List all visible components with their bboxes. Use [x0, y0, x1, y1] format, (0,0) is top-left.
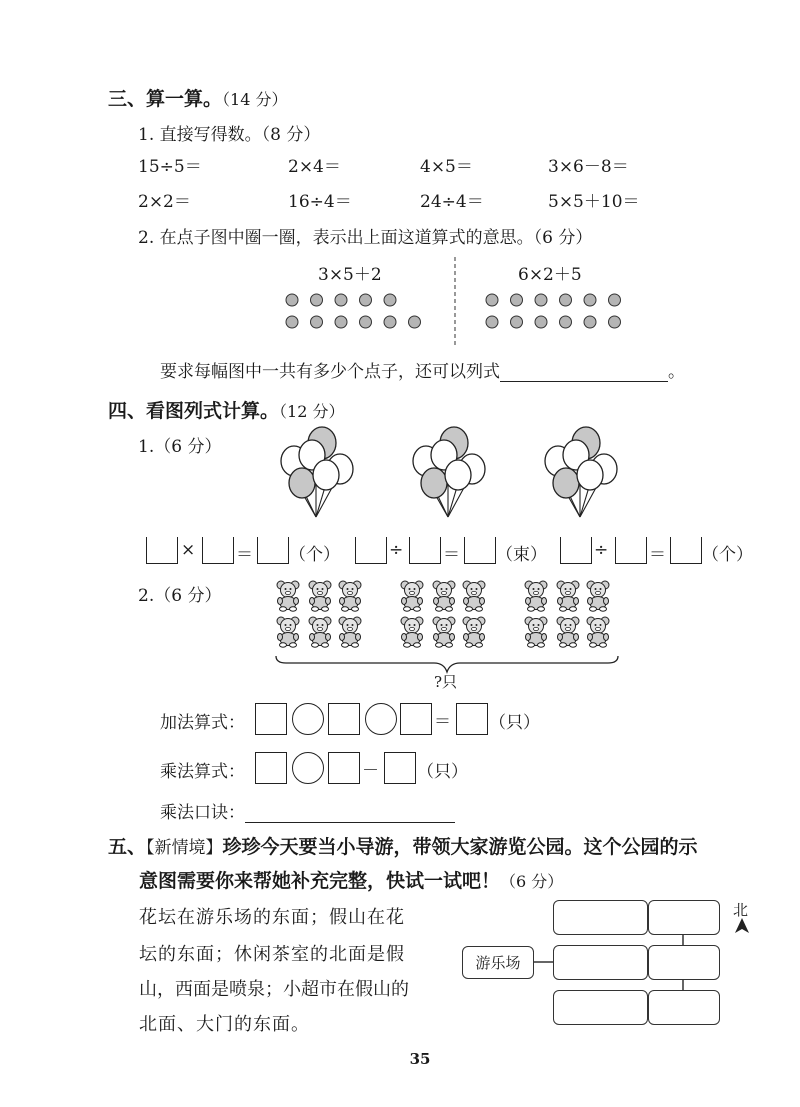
teddy-bear-icon — [401, 617, 423, 647]
brace-label: ?只 — [434, 673, 458, 691]
description-line: 北面、大门的东面。 — [139, 1014, 310, 1035]
teddy-bear-icon — [339, 581, 361, 611]
answer-blank[interactable] — [355, 537, 387, 564]
calc-item: 15÷5＝ — [138, 157, 202, 177]
q4-1-label: 1.（6 分） — [138, 437, 222, 457]
teddy-bear-icon — [557, 617, 579, 647]
calc-item: 2×2＝ — [138, 192, 191, 212]
left-dot-grid[interactable] — [286, 294, 421, 328]
answer-blank[interactable] — [670, 537, 702, 564]
dot-diagrams — [270, 255, 650, 350]
q4-2-label: 2.（6 分） — [138, 586, 222, 606]
dot — [609, 294, 621, 306]
calc-item: 3×6－8＝ — [548, 157, 629, 177]
teddy-bear-icon — [525, 581, 547, 611]
unit-label: （只） — [417, 762, 468, 782]
section5-number: 五、 — [108, 836, 147, 858]
balloon-bunch-icon — [276, 425, 358, 525]
answer-blank[interactable] — [146, 537, 178, 564]
dot — [511, 316, 523, 328]
calc-item: 24÷4＝ — [420, 192, 484, 212]
answer-box[interactable] — [328, 703, 360, 735]
answer-blank[interactable] — [560, 537, 592, 564]
equals-sign: ＝ — [443, 545, 460, 565]
section5-heading-line1 — [108, 832, 698, 859]
map-location-box[interactable] — [648, 900, 720, 935]
dot — [584, 294, 596, 306]
dot — [311, 316, 323, 328]
dot — [560, 316, 572, 328]
unit-label: （个） — [702, 545, 753, 565]
dot — [486, 294, 498, 306]
right-expression: 6×2＋5 — [518, 265, 582, 285]
dot — [311, 294, 323, 306]
teddy-bear-icon — [433, 617, 455, 647]
answer-blank[interactable] — [257, 537, 289, 564]
dot — [335, 316, 347, 328]
section3-heading — [108, 84, 287, 111]
teddy-bear-icon — [277, 617, 299, 647]
section5-points: （6 分） — [500, 872, 564, 891]
dot — [360, 294, 372, 306]
divide-sign: ÷ — [594, 540, 609, 560]
answer-box[interactable] — [255, 703, 287, 735]
formula-blank[interactable] — [500, 361, 668, 382]
map-location-box[interactable] — [553, 900, 648, 935]
times-sign: × — [181, 540, 196, 560]
section4-heading — [108, 396, 344, 423]
dot — [384, 316, 396, 328]
dot-note-text: 要求每幅图中一共有多少个点子，还可以列式 — [160, 362, 500, 382]
teddy-bear-icon — [433, 581, 455, 611]
teddy-bear-icon — [309, 581, 331, 611]
answer-blank[interactable] — [615, 537, 647, 564]
teddy-bear-icon — [525, 617, 547, 647]
answer-box[interactable] — [384, 752, 416, 784]
answer-box[interactable] — [255, 752, 287, 784]
section5-title-line2: 意图需要你来帮她补充完整，快试一试吧！ — [139, 870, 501, 892]
map-location-box[interactable] — [553, 990, 648, 1025]
description-line: 花坛在游乐场的东面；假山在花 — [139, 907, 405, 928]
description-line: 山，西面是喷泉；小超市在假山的 — [139, 979, 409, 1000]
dot — [535, 294, 547, 306]
left-expression: 3×5＋2 — [318, 265, 382, 285]
rhyme-label: 乘法口诀： — [160, 803, 245, 823]
dot — [286, 316, 298, 328]
dot — [560, 294, 572, 306]
answer-box[interactable] — [456, 703, 488, 735]
dot — [286, 294, 298, 306]
teddy-bear-icon — [557, 581, 579, 611]
answer-blank[interactable] — [464, 537, 496, 564]
calc-item: 16÷4＝ — [288, 192, 352, 212]
section4-title: 四、看图列式计算。 — [108, 400, 280, 422]
dot — [486, 316, 498, 328]
dot — [360, 316, 372, 328]
operator-circle[interactable] — [365, 703, 397, 735]
right-dot-grid[interactable] — [486, 294, 621, 328]
add-label: 加法算式： — [160, 713, 245, 733]
teddy-bear-icon — [587, 581, 609, 611]
rhyme-row — [160, 798, 455, 823]
section4-points: （12 分） — [279, 402, 345, 421]
answer-box[interactable] — [400, 703, 432, 735]
map-location-box[interactable] — [648, 945, 720, 980]
dot — [384, 294, 396, 306]
teddy-bear-groups — [270, 578, 620, 658]
north-label: 北 — [733, 901, 749, 919]
operator-circle[interactable] — [292, 752, 324, 784]
teddy-bear-icon — [587, 617, 609, 647]
equals-sign: ＝ — [236, 545, 253, 565]
north-arrow-icon — [734, 917, 750, 935]
section5-title-line1: 珍珍今天要当小导游，带领大家游览公园。这个公园的示 — [222, 836, 698, 858]
mul-label: 乘法算式： — [160, 762, 245, 782]
teddy-bear-icon — [463, 581, 485, 611]
dot-note — [160, 357, 685, 382]
description-line: 坛的东面；休闲茶室的北面是假 — [139, 944, 405, 965]
dot — [335, 294, 347, 306]
map-location-box[interactable] — [648, 990, 720, 1025]
dot — [409, 316, 421, 328]
calc-item: 5×5＋10＝ — [548, 192, 640, 212]
teddy-bear-icon — [277, 581, 299, 611]
page-number: 35 — [409, 1050, 431, 1068]
equals-sign: ＝ — [434, 712, 451, 732]
operator-circle[interactable] — [292, 703, 324, 735]
balloon-bunch-icon — [540, 425, 622, 525]
calc-item: 2×4＝ — [288, 157, 341, 177]
teddy-bear-icon — [339, 617, 361, 647]
calc-item: 4×5＝ — [420, 157, 473, 177]
playground-box: 游乐场 — [462, 946, 534, 979]
rhyme-blank[interactable] — [245, 802, 455, 823]
map-location-box[interactable] — [553, 945, 648, 980]
answer-blank[interactable] — [409, 537, 441, 564]
equals-sign: ＝ — [649, 545, 666, 565]
dot — [584, 316, 596, 328]
section3-title: 三、算一算。 — [108, 88, 223, 110]
dot — [535, 316, 547, 328]
q3-1-label: 1. 直接写得数。（8 分） — [138, 125, 321, 145]
teddy-bear-icon — [463, 617, 485, 647]
q3-2-label: 2. 在点子图中圈一圈，表示出上面这道算式的意思。（6 分） — [138, 228, 593, 248]
unit-label: （只） — [489, 713, 540, 733]
answer-blank[interactable] — [202, 537, 234, 564]
new-context-tag: 【新情境】 — [146, 838, 223, 858]
section5-heading-line2 — [139, 866, 563, 893]
unit-label: （个） — [289, 545, 340, 565]
teddy-bear-icon — [401, 581, 423, 611]
dot — [511, 294, 523, 306]
divide-sign: ÷ — [389, 540, 404, 560]
dot — [609, 316, 621, 328]
balloon-bunch-icon — [408, 425, 490, 525]
answer-box[interactable] — [328, 752, 360, 784]
equals-sign: － — [362, 761, 379, 781]
dot-note-end: 。 — [668, 362, 685, 382]
teddy-bear-icon — [309, 617, 331, 647]
unit-label: （束） — [496, 545, 547, 565]
section3-points: （14 分） — [222, 90, 288, 109]
